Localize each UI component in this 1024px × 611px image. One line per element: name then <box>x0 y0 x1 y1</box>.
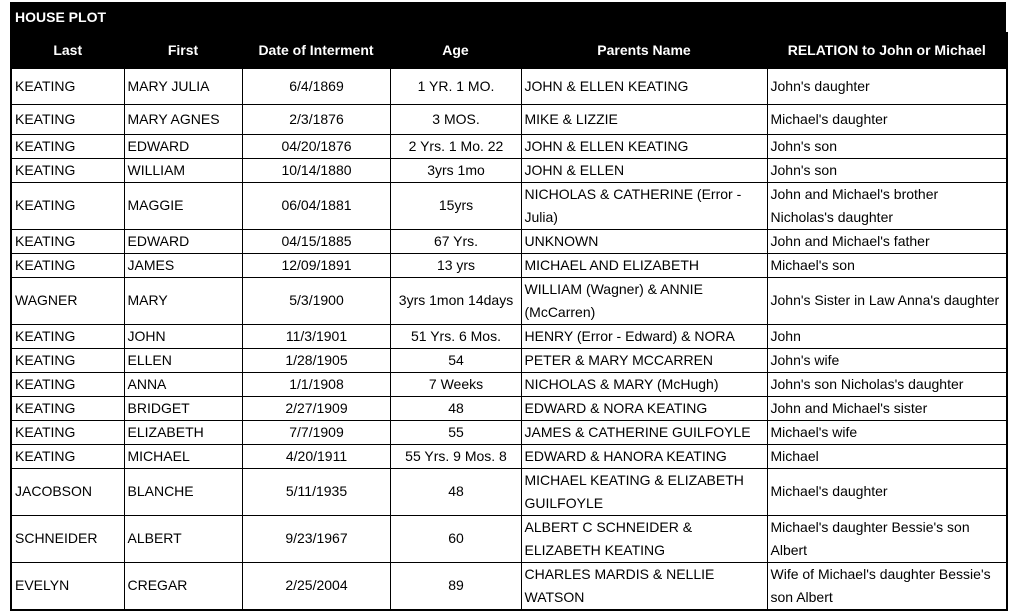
cell-age: 54 <box>390 348 521 372</box>
cell-last: KEATING <box>11 444 124 468</box>
cell-parents: MICHAEL AND ELIZABETH <box>521 253 767 277</box>
cell-age: 1 YR. 1 MO. <box>390 68 521 104</box>
table-row <box>11 68 1007 104</box>
cell-relation: Michael's wife <box>767 420 1007 444</box>
cell-age: 15yrs <box>390 182 521 229</box>
house-plot-sheet <box>10 2 1006 611</box>
cell-relation: John and Michael's sister <box>767 396 1007 420</box>
cell-first: BRIDGET <box>124 396 242 420</box>
cell-first: ANNA <box>124 372 242 396</box>
cell-first: WILLIAM <box>124 158 242 182</box>
cell-last: KEATING <box>11 420 124 444</box>
cell-relation: Michael's daughter <box>767 468 1007 515</box>
cell-last: KEATING <box>11 324 124 348</box>
cell-parents: EDWARD & HANORA KEATING <box>521 444 767 468</box>
col-header-age: Age <box>390 33 521 69</box>
cell-parents: HENRY (Error - Edward) & NORA <box>521 324 767 348</box>
cell-last: WAGNER <box>11 277 124 324</box>
col-header-relation: RELATION to John or Michael <box>767 33 1007 69</box>
cell-relation: John's daughter <box>767 68 1007 104</box>
cell-age: 55 <box>390 420 521 444</box>
cell-first: ALBERT <box>124 515 242 562</box>
cell-date: 04/20/1876 <box>242 134 390 158</box>
cell-date: 6/4/1869 <box>242 68 390 104</box>
table-row <box>11 104 1007 134</box>
cell-date: 06/04/1881 <box>242 182 390 229</box>
cell-relation: John's son <box>767 158 1007 182</box>
cell-relation: John and Michael's brother Nicholas's daughter <box>767 182 1007 229</box>
table-row <box>11 277 1007 324</box>
cell-date: 2/3/1876 <box>242 104 390 134</box>
table-row <box>11 158 1007 182</box>
cell-last: KEATING <box>11 396 124 420</box>
cell-parents: JOHN & ELLEN KEATING <box>521 134 767 158</box>
cell-age: 3yrs 1mo <box>390 158 521 182</box>
cell-last: KEATING <box>11 229 124 253</box>
cell-date: 9/23/1967 <box>242 515 390 562</box>
table-row <box>11 372 1007 396</box>
table-row <box>11 562 1007 610</box>
sheet-title: HOUSE PLOT <box>10 2 1006 32</box>
cell-parents: WILLIAM (Wagner) & ANNIE (McCarren) <box>521 277 767 324</box>
cell-parents: MICHAEL KEATING & ELIZABETH GUILFOYLE <box>521 468 767 515</box>
cell-last: KEATING <box>11 253 124 277</box>
cell-age: 48 <box>390 396 521 420</box>
cell-relation: Wife of Michael's daughter Bessie's son Albert <box>767 562 1007 610</box>
cell-date: 11/3/1901 <box>242 324 390 348</box>
cell-age: 3 MOS. <box>390 104 521 134</box>
cell-age: 2 Yrs. 1 Mo. 22 <box>390 134 521 158</box>
cell-relation: John <box>767 324 1007 348</box>
cell-parents: JAMES & CATHERINE GUILFOYLE <box>521 420 767 444</box>
cell-last: KEATING <box>11 134 124 158</box>
cell-date: 5/11/1935 <box>242 468 390 515</box>
cell-first: CREGAR <box>124 562 242 610</box>
cell-last: KEATING <box>11 104 124 134</box>
cell-parents: ALBERT C SCHNEIDER & ELIZABETH KEATING <box>521 515 767 562</box>
cell-parents: MIKE & LIZZIE <box>521 104 767 134</box>
cell-age: 89 <box>390 562 521 610</box>
cell-relation: Michael's daughter Bessie's son Albert <box>767 515 1007 562</box>
cell-relation: Michael <box>767 444 1007 468</box>
table-row <box>11 324 1007 348</box>
table-row <box>11 229 1007 253</box>
cell-date: 12/09/1891 <box>242 253 390 277</box>
cell-first: MICHAEL <box>124 444 242 468</box>
cell-first: EDWARD <box>124 229 242 253</box>
cell-age: 13 yrs <box>390 253 521 277</box>
table-row <box>11 444 1007 468</box>
table-row <box>11 182 1007 229</box>
cell-date: 5/3/1900 <box>242 277 390 324</box>
cell-parents: EDWARD & NORA KEATING <box>521 396 767 420</box>
cell-parents: CHARLES MARDIS & NELLIE WATSON <box>521 562 767 610</box>
cell-last: JACOBSON <box>11 468 124 515</box>
cell-date: 7/7/1909 <box>242 420 390 444</box>
cell-date: 1/28/1905 <box>242 348 390 372</box>
cell-age: 55 Yrs. 9 Mos. 8 <box>390 444 521 468</box>
cell-last: EVELYN <box>11 562 124 610</box>
cell-parents: UNKNOWN <box>521 229 767 253</box>
cell-relation: Michael's son <box>767 253 1007 277</box>
col-header-first: First <box>124 33 242 69</box>
cell-first: ELIZABETH <box>124 420 242 444</box>
table-row <box>11 134 1007 158</box>
cell-age: 51 Yrs. 6 Mos. <box>390 324 521 348</box>
cell-age: 7 Weeks <box>390 372 521 396</box>
cell-first: JOHN <box>124 324 242 348</box>
cell-date: 2/25/2004 <box>242 562 390 610</box>
cell-date: 4/20/1911 <box>242 444 390 468</box>
cell-last: KEATING <box>11 348 124 372</box>
cell-date: 1/1/1908 <box>242 372 390 396</box>
cell-date: 2/27/1909 <box>242 396 390 420</box>
table-row <box>11 515 1007 562</box>
table-row <box>11 468 1007 515</box>
cell-relation: John's Sister in Law Anna's daughter <box>767 277 1007 324</box>
cell-first: MAGGIE <box>124 182 242 229</box>
cell-age: 3yrs 1mon 14days <box>390 277 521 324</box>
cell-parents: NICHOLAS & MARY (McHugh) <box>521 372 767 396</box>
cell-age: 60 <box>390 515 521 562</box>
cell-first: BLANCHE <box>124 468 242 515</box>
col-header-last: Last <box>11 33 124 69</box>
cell-first: ELLEN <box>124 348 242 372</box>
cell-last: SCHNEIDER <box>11 515 124 562</box>
table-row <box>11 253 1007 277</box>
table-row <box>11 396 1007 420</box>
cell-first: EDWARD <box>124 134 242 158</box>
cell-first: MARY AGNES <box>124 104 242 134</box>
cell-age: 48 <box>390 468 521 515</box>
cell-relation: John and Michael's father <box>767 229 1007 253</box>
cell-relation: John's wife <box>767 348 1007 372</box>
cell-relation: John's son <box>767 134 1007 158</box>
cell-parents: JOHN & ELLEN <box>521 158 767 182</box>
header-row <box>11 33 1007 69</box>
cell-last: KEATING <box>11 372 124 396</box>
cell-date: 04/15/1885 <box>242 229 390 253</box>
cell-parents: JOHN & ELLEN KEATING <box>521 68 767 104</box>
cell-first: MARY JULIA <box>124 68 242 104</box>
cell-parents: PETER & MARY MCCARREN <box>521 348 767 372</box>
cell-relation: Michael's daughter <box>767 104 1007 134</box>
burial-table <box>10 32 1008 611</box>
col-header-parents: Parents Name <box>521 33 767 69</box>
cell-age: 67 Yrs. <box>390 229 521 253</box>
cell-parents: NICHOLAS & CATHERINE (Error - Julia) <box>521 182 767 229</box>
table-row <box>11 348 1007 372</box>
cell-last: KEATING <box>11 182 124 229</box>
cell-first: MARY <box>124 277 242 324</box>
cell-relation: John's son Nicholas's daughter <box>767 372 1007 396</box>
table-row <box>11 420 1007 444</box>
cell-last: KEATING <box>11 158 124 182</box>
col-header-date: Date of Interment <box>242 33 390 69</box>
cell-first: JAMES <box>124 253 242 277</box>
cell-last: KEATING <box>11 68 124 104</box>
cell-date: 10/14/1880 <box>242 158 390 182</box>
